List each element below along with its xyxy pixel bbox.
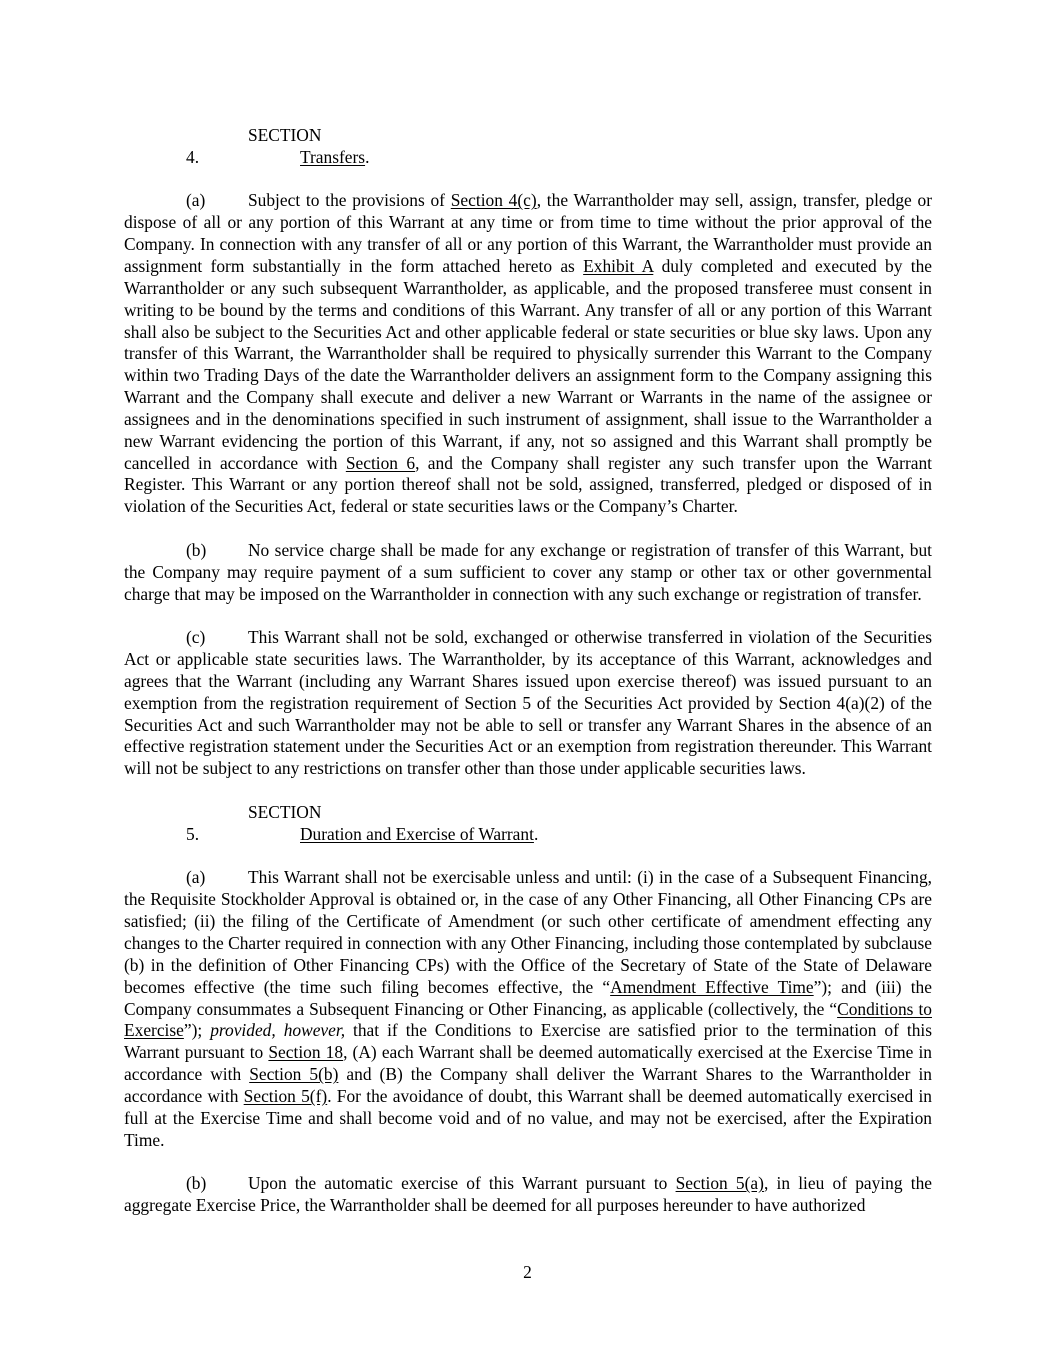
- page-number: 2: [523, 1262, 532, 1282]
- section-number: SECTION 4.: [186, 125, 322, 167]
- paragraph: [124, 867, 932, 1151]
- paragraph-label: (a): [186, 190, 206, 211]
- cross-reference: Section 18: [268, 1042, 344, 1063]
- cross-reference: Exhibit A: [583, 256, 654, 277]
- paragraph-text: , and the Company shall register any such transfer upon the Warrant Register. This Warrant or any portion thereof shall not be sold, assigned, transferred, pledged or disposed of in violation of the Securities Act, federal or state securities laws or the Company’s Charter.: [124, 452, 932, 517]
- cross-reference: Section 5(b): [249, 1064, 339, 1085]
- paragraph-text: , in lieu of paying the aggregate Exercise Price, the Warrantholder shall be deemed for all purposes hereunder to have authorized: [124, 1173, 932, 1216]
- paragraph-text: . For the avoidance of doubt, this Warrant shall be deemed automatically exercised in full at the Exercise Time and shall become void and of no value, and may not be exercised, after the Expiration Time.: [124, 1085, 932, 1150]
- paragraph-text: Subject to the provisions of: [248, 190, 451, 211]
- paragraph-text: and (B) the Company shall deliver the Warrant Shares to the Warrantholder in accordance with: [124, 1064, 933, 1106]
- paragraph-label: (a): [186, 867, 206, 888]
- cross-reference: Amendment Effective Time: [610, 976, 814, 997]
- paragraph-text: ”);: [183, 1020, 211, 1041]
- cross-reference: Section 4(c): [450, 190, 537, 211]
- section-title: Transfers: [300, 146, 366, 167]
- paragraph-text: that if the Conditions to Exercise are satisfied prior to the termination of this Warrant pursuant to: [124, 1020, 932, 1063]
- section-title-suffix: .: [365, 146, 370, 167]
- paragraph-label: (b): [186, 539, 207, 560]
- paragraph-label: (c): [186, 627, 206, 648]
- cross-reference: Conditions to Exercise: [124, 998, 932, 1041]
- paragraph-text: Upon the automatic exercise of this Warrant pursuant to: [248, 1173, 676, 1194]
- cross-reference: Section 5(a): [675, 1173, 764, 1194]
- paragraph-text: This Warrant shall not be exercisable unless and until: (i) in the case of a Subsequent Financing, the Requisite Stockholder Approval is obtained or, in the case of any Other Financing, all Other Financing CPs are satisfied; (ii) the filing of the Certificate of Amendment (or such other certificate of amendment effecting any changes to the Charter required in connection with any Other Financing, including those contemplated by subclause (b) in the definition of Other Financing CPs) with the Office of the Secretary of State of the State of Delaware becomes effective (the time such filing becomes effective, the “: [124, 867, 932, 997]
- paragraph-label: (b): [186, 1173, 207, 1194]
- paragraph-text: No service charge shall be made for any exchange or registration of transfer of this Warrant, but the Company may require payment of a sum sufficient to cover any stamp or other tax or other governmental charge that may be imposed on the Warrantholder in connection with any such exchange or registration of transfer.: [124, 539, 932, 604]
- paragraph: [124, 627, 932, 780]
- paragraph-text: ”); and (iii) the Company consummates a Subsequent Financing or Other Financing, as applicable (collectively, the “: [124, 976, 932, 1019]
- document-body: [124, 125, 932, 1239]
- paragraph: [124, 1173, 932, 1217]
- cross-reference: Section 6: [345, 452, 416, 473]
- paragraph: [124, 190, 932, 518]
- section-number: SECTION 5.: [186, 801, 322, 844]
- paragraph: [124, 540, 932, 606]
- section-title-suffix: .: [533, 823, 539, 844]
- section-heading: [124, 125, 932, 169]
- paragraph-text: This Warrant shall not be sold, exchanged or otherwise transferred in violation of the Securities Act or applicable state securities laws. The Warrantholder, by its acceptance of this Warrant, acknowledges and agrees that the Warrant (including any Warrant Shares issued upon exercise thereof) was issued pursuant to an exemption from the registration requirement of Section 5 of the Securities Act provided by Section 4(a)(2) of the Securities Act and such Warrantholder may not be able to sell or transfer any Warrant Shares in the absence of an effective registration statement under the Securities Act or an exemption from registration thereunder. This Warrant will not be subject to any restrictions on transfer other than those under applicable securities laws.: [124, 627, 932, 779]
- italic-text: provided, however,: [210, 1020, 346, 1041]
- section-title: Duration and Exercise of Warrant: [300, 823, 534, 844]
- paragraph-text: duly completed and executed by the Warrantholder or any such subsequent Warrantholder, as applicable, and the proposed transferee must consent in writing to be bound by the terms and conditions of this Warrant. Any transfer of all or any portion of this Warrant shall also be subject to the Securities Act and other applicable federal or state securities or blue sky laws. Upon any transfer of this Warrant, the Warrantholder shall be required to physically surrender this Warrant to the Company within two Trading Days of the date the Warrantholder delivers an assignment form to the Company assigning this Warrant and the Company shall execute and deliver a new Warrant or Warrants in the name of the assignee or assignees and in the denominations specified in such instrument of assignment, shall issue to the Warrantholder a new Warrant evidencing the portion of this Warrant, if any, not so assigned and this Warrant shall promptly be cancelled in accordance with: [124, 256, 932, 473]
- paragraph-text: , (A) each Warrant shall be deemed automatically exercised at the Exercise Time in accordance with: [124, 1042, 932, 1085]
- paragraph-text: , the Warrantholder may sell, assign, transfer, pledge or dispose of all or any portion of this Warrant at any time or from time to time without the prior approval of the Company. In connection with any transfer of all or any portion of this Warrant, the Warrantholder must provide an assignment form substantially in the form attached hereto as: [124, 190, 932, 277]
- section-heading: [124, 802, 932, 846]
- cross-reference: Section 5(f): [243, 1085, 328, 1106]
